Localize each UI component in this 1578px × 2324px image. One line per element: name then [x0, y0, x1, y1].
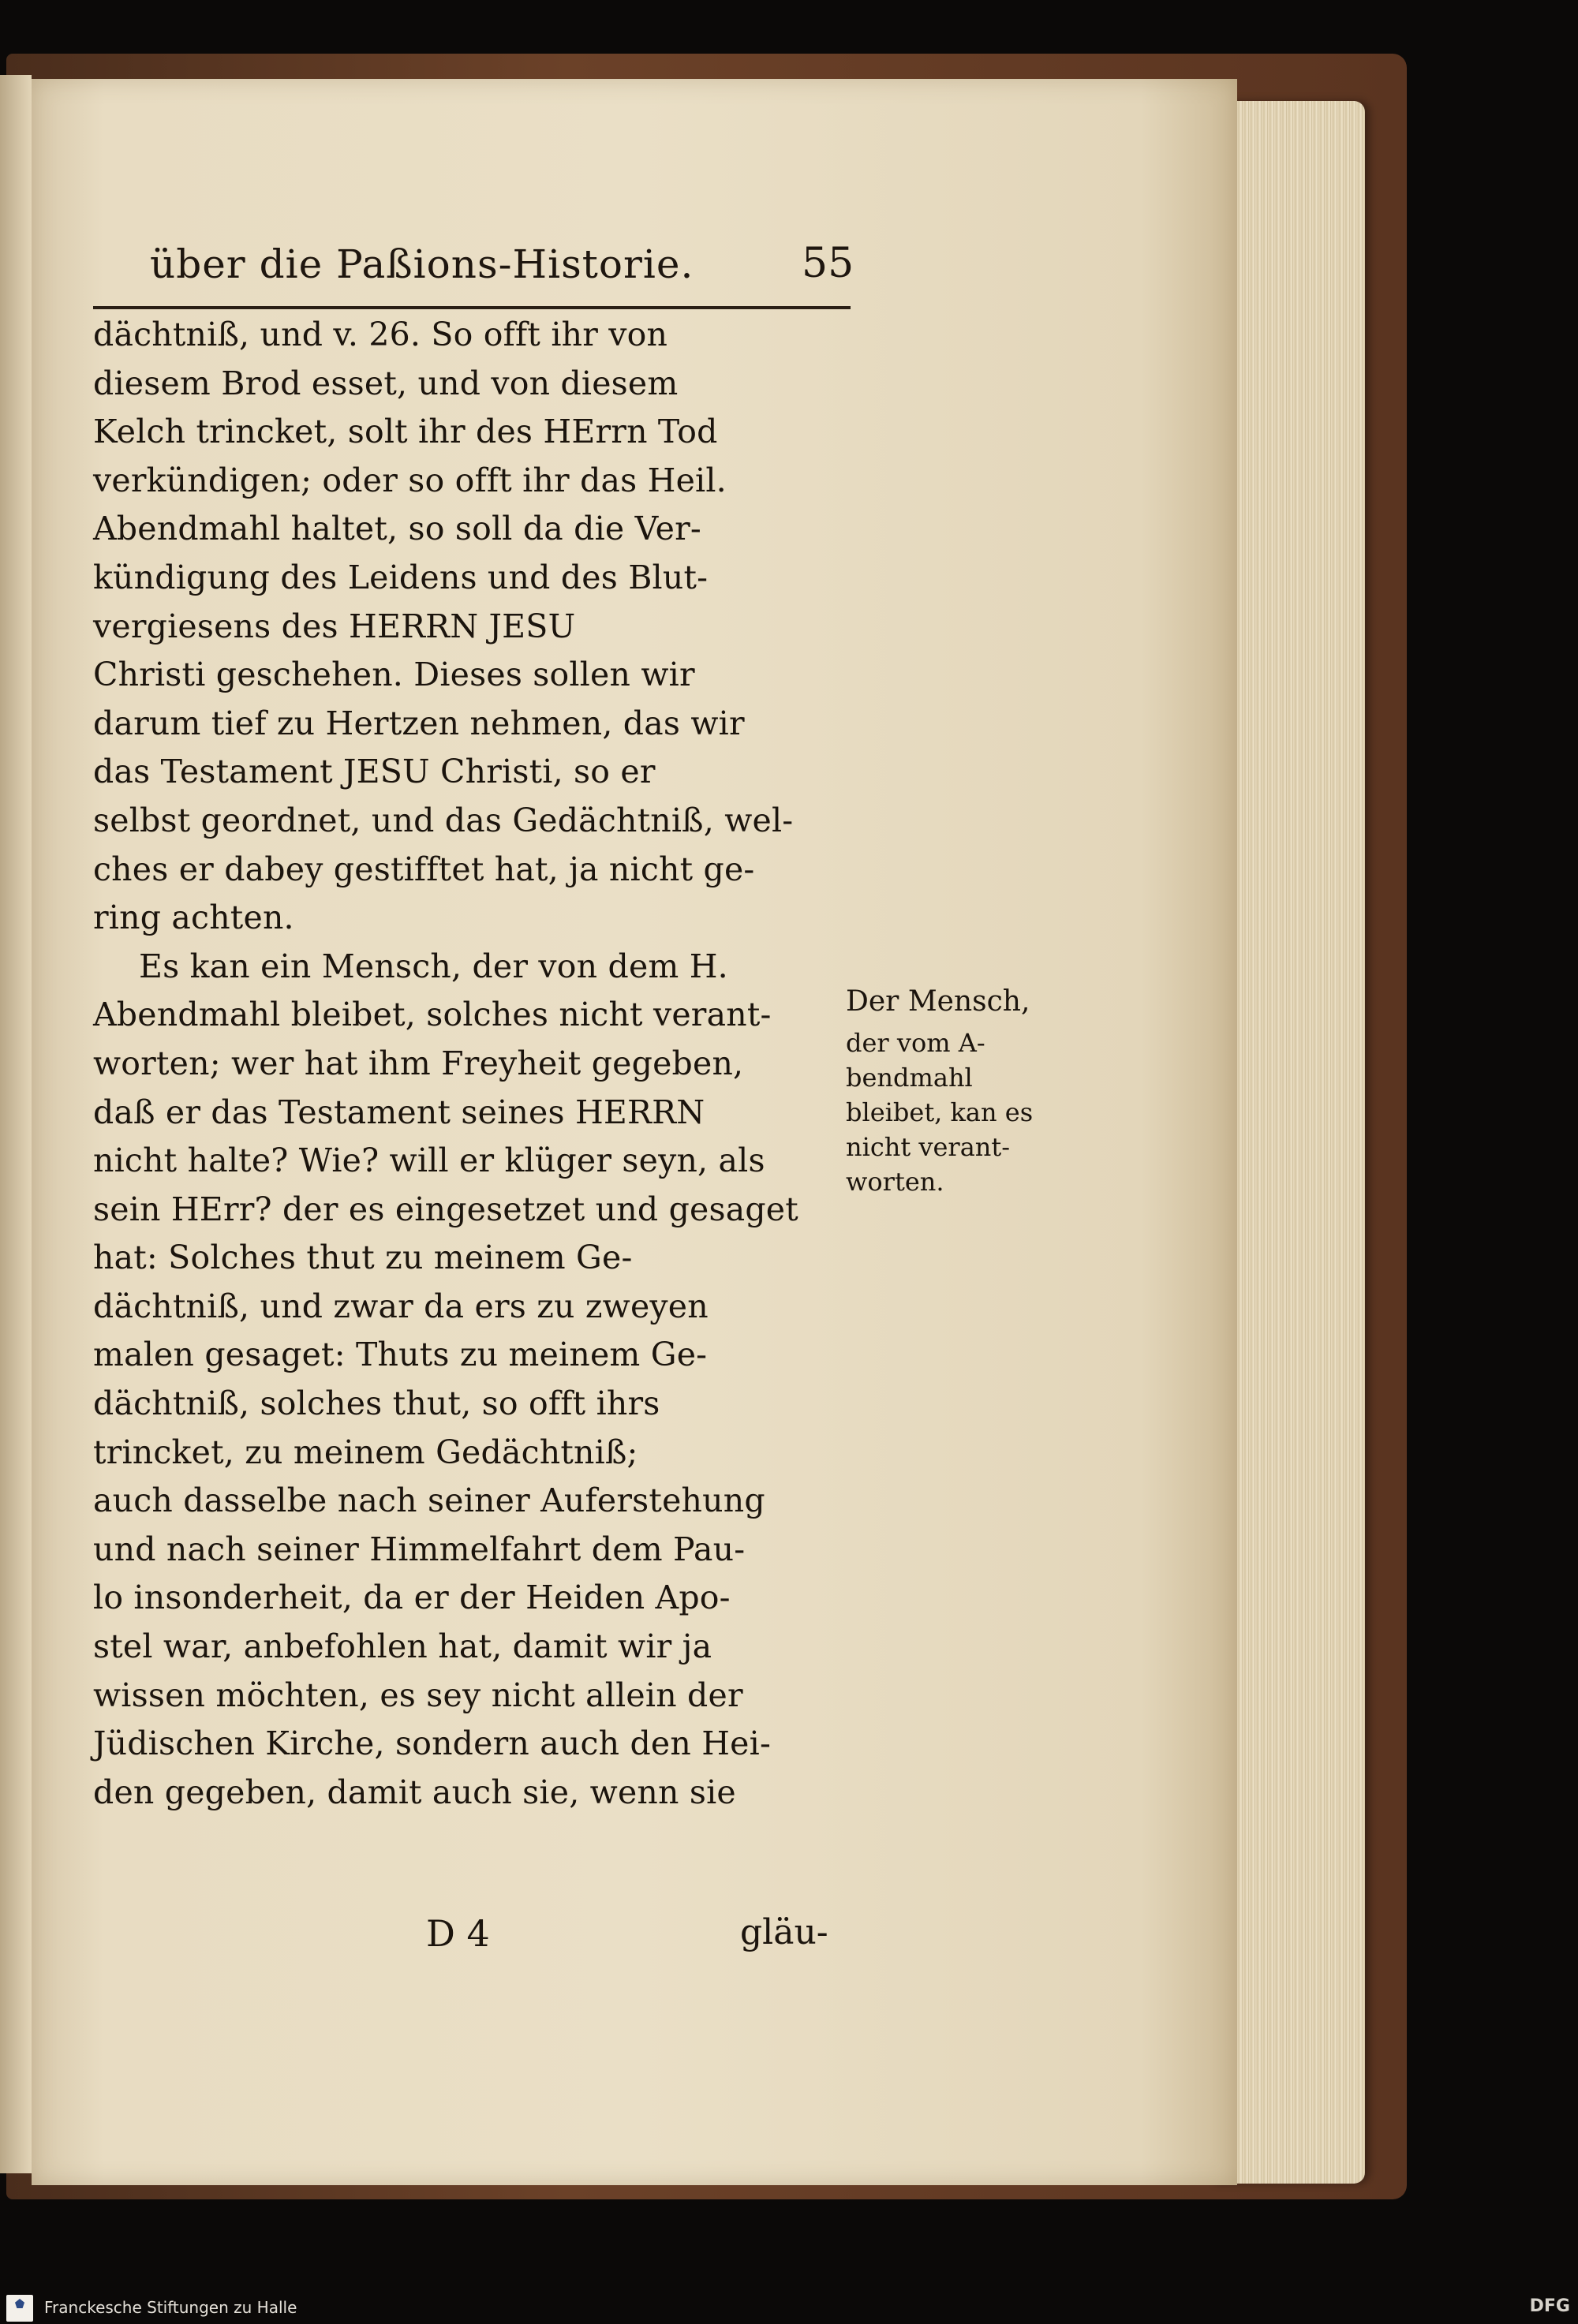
margin-note-line: Der Mensch, — [846, 985, 1030, 1018]
text-line: diesem Brod esset, und von diesem — [93, 364, 679, 402]
text-line: ches er dabey gestifftet hat, ja nicht ge- — [93, 850, 755, 888]
header-rule — [93, 306, 851, 309]
text-line: Abendmahl bleibet, solches nicht verant- — [93, 996, 772, 1034]
institution-name: Franckesche Stiftungen zu Halle — [44, 2298, 297, 2317]
body-text — [93, 311, 851, 1817]
page-number: 55 — [802, 240, 854, 287]
signature-mark: D 4 — [426, 1912, 490, 1955]
running-head: über die Paßions-Historie. — [150, 241, 694, 287]
text-line: nicht halte? Wie? will er klüger seyn, als — [93, 1141, 765, 1180]
text-line: dächtniß, und v. 26. So offt ihr von — [93, 316, 668, 353]
text-line: sein HErr? der es eingesetzet und gesaget — [93, 1190, 798, 1228]
text-line: worten; wer hat ihm Freyheit gegeben, — [93, 1044, 744, 1082]
margin-note-line: der vom A- — [846, 1028, 985, 1058]
text-line: stel war, anbefohlen hat, damit wir ja — [93, 1627, 712, 1666]
text-line: Kelch trincket, solt ihr des HErrn Tod — [93, 413, 718, 451]
catchword: gläu- — [740, 1912, 828, 1952]
text-line: und nach seiner Himmelfahrt dem Pau- — [93, 1530, 746, 1568]
margin-note — [846, 978, 1083, 1199]
text-line: Christi geschehen. Dieses sollen wir — [93, 656, 695, 694]
text-line: kündigung des Leidens und des Blut- — [93, 558, 709, 596]
text-line: den gegeben, damit auch sie, wenn sie — [93, 1773, 736, 1811]
text-line: darum tief zu Hertzen nehmen, das wir — [93, 704, 745, 742]
text-line: Es kan ein Mensch, der von dem H. — [139, 947, 728, 985]
margin-note-line: worten. — [846, 1167, 944, 1197]
text-line: das Testament JESU Christi, so er — [93, 753, 656, 791]
text-line: Abendmahl haltet, so soll da die Ver- — [93, 510, 701, 548]
text-line: daß er das Testament seines HERRN — [93, 1093, 705, 1131]
text-line: trincket, zu meinem Gedächtniß; — [93, 1433, 638, 1471]
viewer-footer — [0, 2292, 1578, 2324]
text-line: dächtniß, und zwar da ers zu zweyen — [93, 1287, 709, 1325]
margin-note-line: bendmahl — [846, 1063, 973, 1093]
text-line: dächtniß, solches thut, so offt ihrs — [93, 1384, 660, 1423]
dfg-mark: DFG — [1529, 2296, 1570, 2316]
margin-note-line: nicht verant- — [846, 1132, 1011, 1162]
text-line: ring achten. — [93, 899, 294, 937]
text-line: vergiesens des HERRN JESU — [93, 607, 576, 645]
text-line: wissen möchten, es sey nicht allein der — [93, 1676, 743, 1714]
text-line: selbst geordnet, und das Gedächtniß, wel- — [93, 801, 794, 839]
text-line: hat: Solches thut zu meinem Ge- — [93, 1239, 633, 1277]
text-line: malen gesaget: Thuts zu meinem Ge- — [93, 1336, 708, 1374]
left-page-edge — [0, 75, 32, 2173]
text-line: Jüdischen Kirche, sondern auch den Hei- — [93, 1724, 772, 1763]
text-line: lo insonderheit, da er der Heiden Apo- — [93, 1579, 731, 1617]
margin-note-line: bleibet, kan es — [846, 1097, 1034, 1127]
text-line: verkündigen; oder so offt ihr das Heil. — [93, 461, 727, 499]
institution-logo-icon — [6, 2295, 33, 2322]
text-line: auch dasselbe nach seiner Auferstehung — [93, 1481, 765, 1520]
